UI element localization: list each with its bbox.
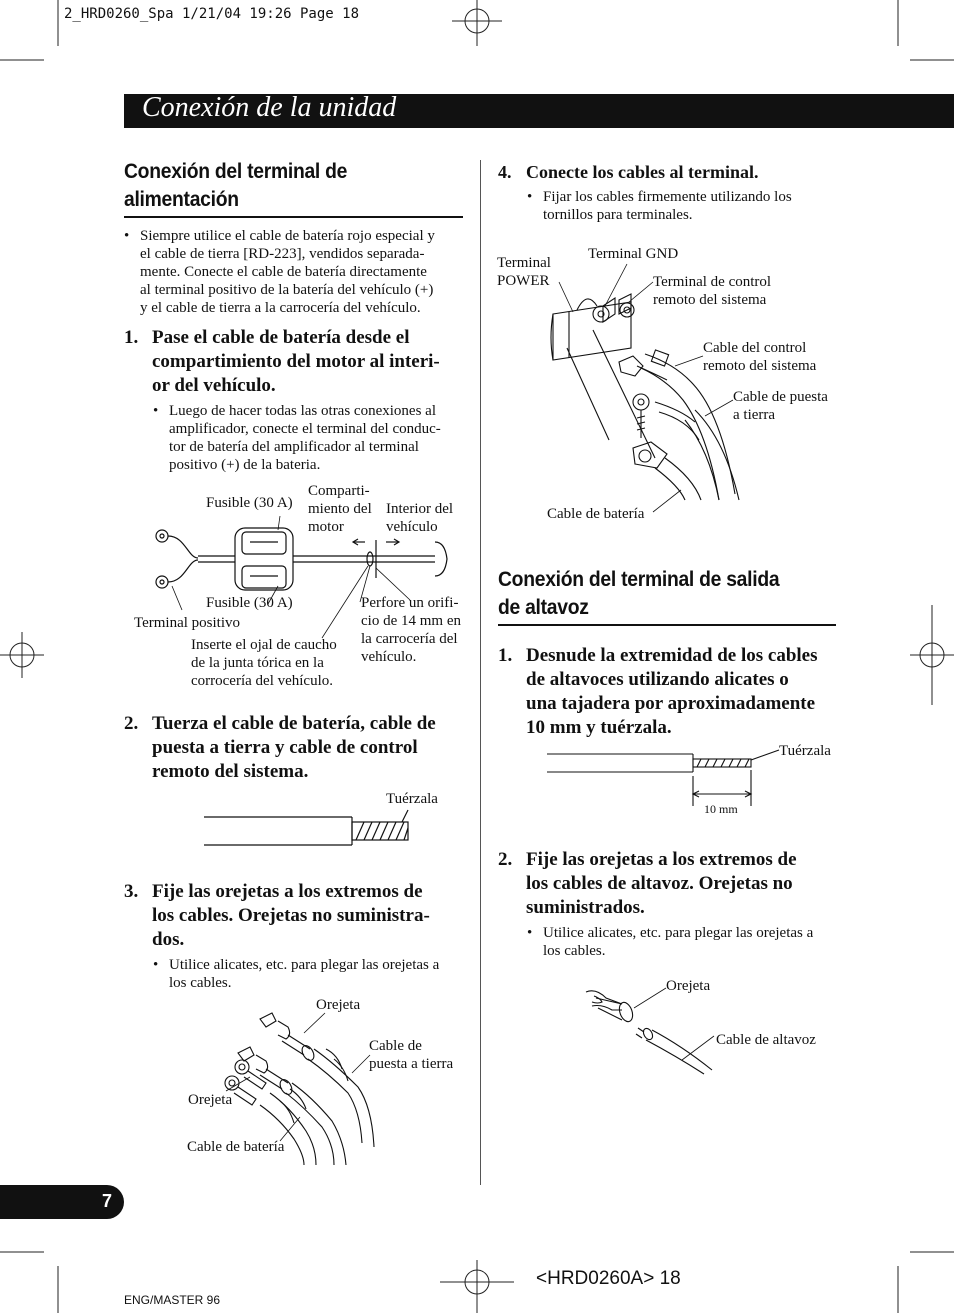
lug-label-left: Orejeta xyxy=(188,1092,233,1108)
ground-cable-label: Cable de puesta a tierra xyxy=(369,1038,454,1072)
power-terminal-label: Terminal POWER xyxy=(497,255,551,289)
column-divider xyxy=(480,160,481,1185)
speaker-lug-diagram xyxy=(586,982,726,1072)
remote-terminal-label: Terminal de control remoto del sistema xyxy=(653,274,772,308)
print-slug: 2_HRD0260_Spa 1/21/04 19:26 Page 18 xyxy=(64,6,360,22)
grommet-label: Inserte el ojal de caucho de la junta tórica en la corrocería del vehículo. xyxy=(191,637,337,689)
twist-label-right: Tuérzala xyxy=(779,743,831,759)
section-rule xyxy=(124,216,463,218)
interior-label: Interior del vehículo xyxy=(386,501,454,535)
chapter-banner xyxy=(124,94,954,128)
battery-cable-label-left: Cable de batería xyxy=(187,1139,285,1155)
section-title-speaker: Conexión del terminal de salida de altavoz xyxy=(498,568,780,619)
hole-label: Perfore un orifi- cio de 14 mm en la carrocería del vehículo. xyxy=(361,595,461,665)
page-number-tab xyxy=(0,1185,124,1219)
dimension-label: 10 mm xyxy=(704,802,738,816)
battery-cable-label-right: Cable de batería xyxy=(547,506,645,522)
section-title-power: Conexión del terminal de alimentación xyxy=(124,160,348,211)
footer-master: ENG/MASTER 96 xyxy=(124,1293,221,1307)
stripped-wire-diagram xyxy=(547,752,787,812)
speaker-lug-label: Orejeta xyxy=(666,978,711,994)
speaker-cable-label: Cable de altavoz xyxy=(716,1032,816,1048)
twist-label-left: Tuérzala xyxy=(386,791,438,807)
fuse-label-bottom: Fusible (30 A) xyxy=(206,595,293,611)
footer-code: <HRD0260A> 18 xyxy=(536,1268,681,1289)
twisted-wire-diagram xyxy=(204,808,424,848)
page-number: 7 xyxy=(101,1191,112,1211)
chapter-title: Conexión de la unidad xyxy=(142,92,397,123)
fuse-label-top: Fusible (30 A) xyxy=(206,495,293,511)
gnd-terminal-label: Terminal GND xyxy=(588,246,679,262)
compartment-label: Comparti- miento del motor xyxy=(308,483,372,535)
lug-label-top: Orejeta xyxy=(316,997,361,1013)
ground-cable-label-right: Cable de puesta a tierra xyxy=(733,389,828,423)
section-rule-speaker xyxy=(498,624,836,626)
remote-cable-label: Cable del control remoto del sistema xyxy=(703,340,817,374)
positive-terminal-label: Terminal positivo xyxy=(134,615,241,631)
